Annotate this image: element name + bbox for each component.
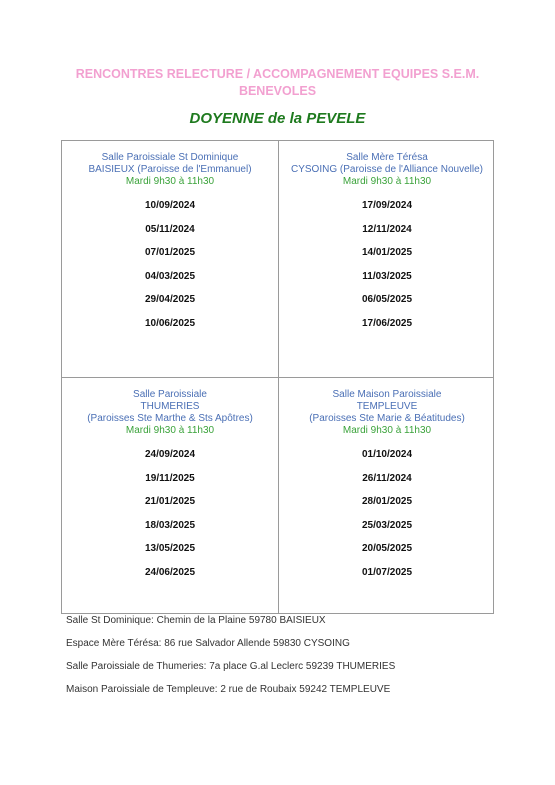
address-item: Salle Paroissiale de Thumeries: 7a place G.al Leclerc 59239 THUMERIES [66,661,396,672]
venue-name: Salle Maison Paroissiale [332,389,442,400]
date-item: 24/06/2025 [144,566,196,578]
venue-header [279,141,495,188]
date-list [279,449,495,591]
date-list [279,200,495,342]
date-item: 01/10/2024 [361,449,413,460]
date-item: 21/01/2025 [144,496,196,508]
date-item: 20/05/2025 [361,543,413,555]
venue-name: Salle Paroissiale St Dominique [101,152,239,163]
date-item: 28/01/2025 [361,496,413,508]
venue-parish: (Paroisses Ste Marie & Béatitudes) [309,413,465,424]
date-list [62,449,278,591]
venue-location: CYSOING (Paroisse de l'Alliance Nouvelle) [291,164,483,175]
venue-name: Salle Mère Térésa [346,152,428,163]
venue-header [62,378,278,437]
date-item: 06/05/2025 [361,294,413,306]
venue-parish: (Paroisses Ste Marthe & Sts Apôtres) [87,413,253,424]
date-item: 05/11/2024 [145,223,195,235]
date-item: 14/01/2025 [361,247,413,259]
document-title-line2: BENEVOLES [238,84,317,98]
venue-time: Mardi 9h30 à 11h30 [125,176,215,187]
venue-cell-baisieux [62,141,278,342]
date-item: 13/05/2025 [144,543,196,555]
date-item: 24/09/2024 [144,449,196,460]
date-item: 17/06/2025 [361,317,413,329]
venue-time: Mardi 9h30 à 11h30 [125,425,215,436]
date-item: 04/03/2025 [144,270,196,282]
date-item: 01/07/2025 [361,566,413,578]
venue-time: Mardi 9h30 à 11h30 [342,176,432,187]
document-title-line1: RENCONTRES RELECTURE / ACCOMPAGNEMENT EQUIPES S.E.M. [75,67,480,81]
address-item: Maison Paroissiale de Templeuve: 2 rue de Roubaix 59242 TEMPLEUVE [66,684,391,695]
venue-cell-thumeries [62,378,278,591]
date-list [62,200,278,342]
date-item: 19/11/2025 [145,472,195,484]
date-item: 29/04/2025 [144,294,196,306]
venue-location: TEMPLEUVE [356,401,418,412]
venue-header [279,378,495,437]
date-item: 11/03/2025 [362,270,412,282]
venue-header [62,141,278,188]
date-item: 25/03/2025 [361,519,413,531]
date-item: 07/01/2025 [144,247,196,259]
venue-time: Mardi 9h30 à 11h30 [342,425,432,436]
venue-cell-templeuve [279,378,495,591]
date-item: 26/11/2024 [362,472,412,484]
date-item: 12/11/2024 [362,223,412,235]
venue-location: THUMERIES [140,401,200,412]
date-item: 10/09/2024 [144,200,196,211]
address-item: Salle St Dominique: Chemin de la Plaine 59780 BAISIEUX [66,615,326,626]
date-item: 17/09/2024 [361,200,413,211]
address-item: Espace Mère Térésa: 86 rue Salvador Allende 59830 CYSOING [66,638,350,649]
date-item: 18/03/2025 [144,519,196,531]
address-list [66,614,526,706]
schedule-table [61,140,494,614]
venue-name: Salle Paroissiale [133,389,207,400]
venue-cell-cysoing [279,141,495,342]
venue-location: BAISIEUX (Paroisse de l'Emmanuel) [88,164,252,175]
document-subtitle: DOYENNE de la PEVELE [189,110,366,127]
date-item: 10/06/2025 [144,317,196,329]
